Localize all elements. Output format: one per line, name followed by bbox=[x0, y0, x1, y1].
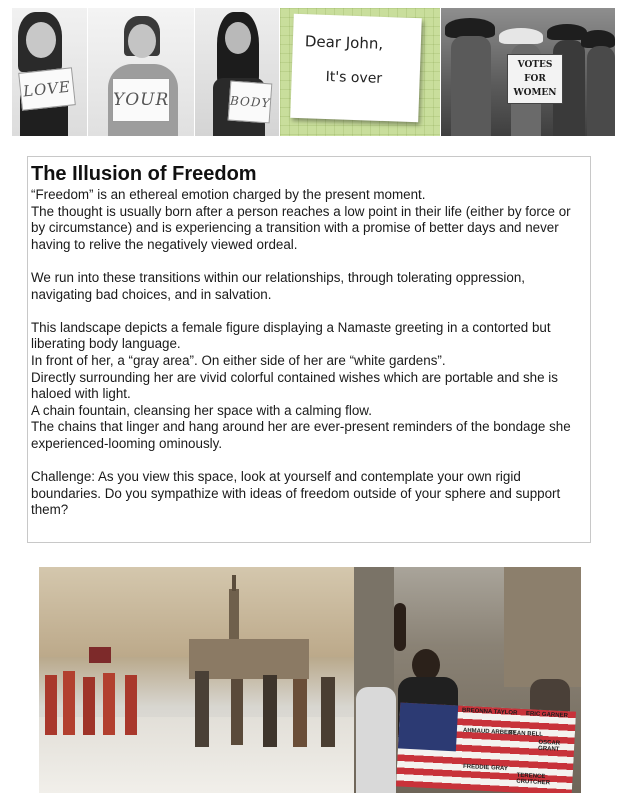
paragraph-line: We run into these transitions within our relationships, through tolerating oppression, navigating bad choices, and in salvation. bbox=[31, 269, 525, 302]
body-sign: BODY bbox=[228, 81, 273, 124]
colonist-figure bbox=[293, 679, 307, 747]
collage-photo-body bbox=[195, 8, 279, 136]
soldier-figure bbox=[125, 675, 137, 735]
paragraph-line: Directly surrounding her are vivid colorful contained wishes which are portable and she is haloed with light. bbox=[31, 369, 558, 402]
top-collage-strip bbox=[12, 8, 615, 136]
colonist-figure bbox=[231, 679, 243, 745]
article-title: The Illusion of Freedom bbox=[31, 163, 257, 185]
your-sign: YOUR bbox=[112, 78, 170, 122]
woman-figure bbox=[451, 36, 491, 136]
soldier-figure bbox=[103, 673, 115, 735]
flag-shape bbox=[89, 647, 111, 663]
paragraph-line: A chain fountain, cleansing her space with a calming flow. bbox=[31, 402, 372, 418]
flag-name: BREONNA TAYLOR bbox=[461, 707, 518, 717]
flag-name: TERENCE CRUTCHER bbox=[516, 772, 551, 787]
building-shape bbox=[354, 567, 394, 697]
flag-name: SEAN BELL bbox=[508, 730, 543, 738]
paragraph-gap bbox=[31, 453, 586, 470]
american-flag-with-names bbox=[396, 702, 576, 793]
paragraph-line: Challenge: As you view this space, look at yourself and contemplate your own rigid boundaries. Do you sympathize with ideas of freedom outside of your sphere and support them? bbox=[31, 469, 561, 518]
paragraph-line: The chains that linger and hang around her are ever-present reminders of the bondage she experienced-looming ominously. bbox=[31, 419, 571, 451]
collage-photo-love bbox=[12, 8, 87, 136]
collage-dear-john-note bbox=[280, 8, 440, 136]
colonist-figure bbox=[321, 677, 335, 747]
paragraph-line: In front of her, a “gray area”. On either side of her are “white gardens”. bbox=[31, 352, 446, 368]
love-sign: LOVE bbox=[18, 67, 76, 110]
face-shape bbox=[26, 22, 56, 58]
soldier-figure bbox=[83, 677, 95, 735]
soldier-figure bbox=[63, 671, 75, 735]
historical-painting bbox=[39, 567, 354, 793]
paragraph-line: The thought is usually born after a person reaches a low point in their life (either by force or by circumstance) and is experiencing a transition with a promise of better days and never having to relive the negatively viewed ordeal. bbox=[31, 203, 571, 252]
flag-canton bbox=[398, 702, 458, 751]
note-line-1: Dear John, bbox=[304, 32, 384, 53]
note-card bbox=[290, 14, 422, 122]
paragraph-line: “Freedom” is an ethereal emotion charged by the present moment. bbox=[31, 187, 426, 202]
face-shape bbox=[128, 24, 156, 58]
woman-figure bbox=[587, 46, 615, 136]
votes-for-women-sign: VOTES FOR WOMEN bbox=[507, 54, 563, 104]
crowd-figure bbox=[356, 687, 396, 793]
flag-name: OSCAR GRANT bbox=[537, 739, 561, 753]
colonist-figure bbox=[263, 675, 277, 747]
collage-photo-your bbox=[88, 8, 194, 136]
colonist-figure bbox=[195, 671, 209, 747]
paragraph-line: This landscape depicts a female figure displaying a Namaste greeting in a contorted but liberating body language. bbox=[31, 319, 551, 352]
flag-name: ERIC GARNER bbox=[525, 711, 568, 720]
hat-shape bbox=[445, 18, 495, 38]
spire-shape bbox=[232, 575, 236, 591]
note-line-2: It's over bbox=[325, 68, 383, 87]
building-shape bbox=[504, 567, 581, 687]
soldier-figure bbox=[45, 675, 57, 735]
face-shape bbox=[225, 22, 251, 54]
article-text-box bbox=[27, 156, 591, 543]
flag-name: AHMAUD ARBERY bbox=[462, 727, 517, 737]
paragraph-gap bbox=[31, 253, 586, 270]
protest-photo bbox=[354, 567, 581, 793]
paragraph-gap bbox=[31, 303, 586, 320]
collage-suffragette-photo bbox=[441, 8, 615, 136]
raised-fist bbox=[394, 603, 406, 651]
hat-shape bbox=[499, 28, 543, 44]
flag-name: FREDDIE GRAY bbox=[462, 763, 508, 773]
